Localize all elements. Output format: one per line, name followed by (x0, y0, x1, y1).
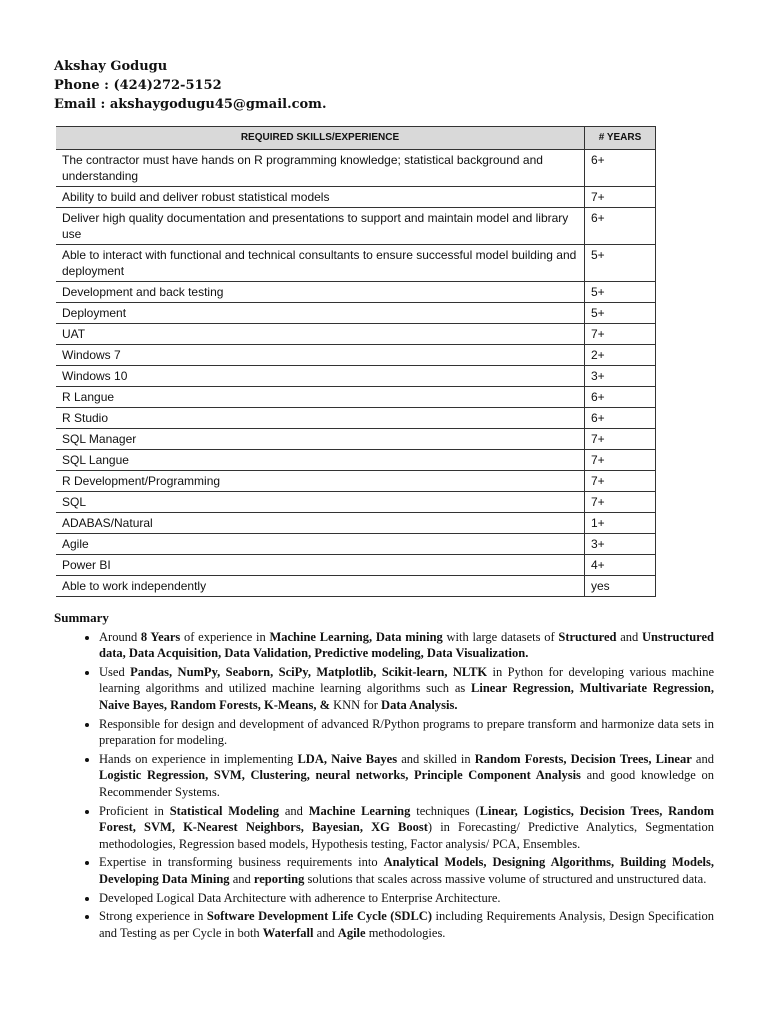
skill-cell: Power BI (56, 555, 585, 576)
summary-bold-text: Data Analysis. (381, 697, 458, 712)
table-row (56, 534, 656, 555)
summary-text: ) in Forecasting/ Predictive Analytics, Segmentation methodologies, Regression based models, Hypothesis testing, Factor analysis/ PCA, Ensembles. (99, 820, 714, 851)
skill-cell: Able to interact with functional and technical consultants to ensure successful model building and deployment (56, 245, 585, 282)
table-row (56, 429, 656, 450)
table-row (56, 513, 656, 534)
skills-table-body (56, 150, 656, 597)
contact-header (54, 57, 326, 114)
table-row (56, 471, 656, 492)
summary-heading: Summary (54, 610, 109, 625)
table-row (56, 492, 656, 513)
table-row (56, 366, 656, 387)
summary-text: Around (99, 629, 141, 644)
skill-cell: SQL Manager (56, 429, 585, 450)
table-row (56, 303, 656, 324)
skill-cell: Deliver high quality documentation and presentations to support and maintain model and library use (56, 208, 585, 245)
years-cell: 6+ (585, 408, 656, 429)
summary-bold-text: Unstructured data, Data Acquisition, Data Validation, Predictive modeling, Data Visualization. (99, 629, 714, 661)
years-cell: 6+ (585, 387, 656, 408)
summary-text: with large datasets of (442, 629, 559, 644)
summary-text: KNN for (330, 697, 382, 712)
table-row (56, 324, 656, 345)
years-cell: 7+ (585, 187, 656, 208)
skill-cell: Deployment (56, 303, 585, 324)
summary-bold-text: Software Development Life Cycle (SDLC) (206, 909, 432, 924)
summary-bold-text: Agile (337, 925, 366, 940)
summary-item (99, 664, 714, 714)
summary-text: and (279, 803, 309, 818)
years-column-header: # YEARS (585, 127, 656, 150)
skill-cell: Development and back testing (56, 282, 585, 303)
summary-bold-text: 8 Years (140, 629, 181, 644)
years-cell: 4+ (585, 555, 656, 576)
summary-bold-text: Logistic Regression, SVM, Clustering, neural networks, Principle Component Analysis (99, 768, 581, 783)
summary-section (54, 610, 714, 943)
years-cell: 7+ (585, 450, 656, 471)
summary-text: methodologies. (365, 925, 446, 940)
email-line: Email : akshaygodugu45@gmail.com. (54, 97, 327, 112)
candidate-name: Akshay Godugu (54, 59, 168, 74)
summary-text: Hands on experience in implementing (99, 751, 298, 766)
summary-text: and good knowledge on Recommender Systems. (99, 768, 714, 799)
skill-cell: Windows 7 (56, 345, 585, 366)
table-row (56, 345, 656, 366)
skills-table-header-row (56, 127, 656, 150)
skill-cell: R Development/Programming (56, 471, 585, 492)
skill-cell: Windows 10 (56, 366, 585, 387)
table-row (56, 150, 656, 187)
skills-table (56, 126, 656, 597)
summary-text: of experience in (180, 629, 270, 644)
years-cell: 5+ (585, 245, 656, 282)
skill-cell: SQL Langue (56, 450, 585, 471)
table-row (56, 282, 656, 303)
table-row (56, 450, 656, 471)
years-cell: 7+ (585, 429, 656, 450)
summary-text: including Requirements Analysis, Design Specification and Testing as per Cycle in both (99, 909, 714, 940)
years-cell: 6+ (585, 208, 656, 245)
summary-bold-text: Linear, Logistics, Decision Trees, Random Forest, SVM, K-Nearest Neighbors, Bayesian, XG Boost (99, 803, 714, 835)
years-cell: 5+ (585, 303, 656, 324)
summary-text: Strong experience in (99, 909, 207, 924)
summary-bold-text: reporting (253, 871, 305, 886)
summary-list (54, 629, 714, 942)
summary-item (99, 890, 714, 907)
summary-item (99, 803, 714, 853)
table-row (56, 187, 656, 208)
years-cell: 2+ (585, 345, 656, 366)
table-row (56, 387, 656, 408)
years-cell: 6+ (585, 150, 656, 187)
years-cell: 7+ (585, 471, 656, 492)
summary-bold-text: Random Forests, Decision Trees, Linear (474, 751, 692, 766)
years-cell: 3+ (585, 366, 656, 387)
summary-bold-text: Linear Regression, Multivariate Regression, Naive Bayes, Random Forests, K-Means, & (99, 681, 715, 712)
years-cell: 1+ (585, 513, 656, 534)
summary-bold-text: Waterfall (262, 925, 314, 940)
summary-bold-text: Statistical Modeling (169, 803, 279, 818)
skill-cell: R Langue (56, 387, 585, 408)
skill-cell: UAT (56, 324, 585, 345)
summary-bold-text: Machine Learning (308, 803, 411, 818)
summary-item (99, 629, 714, 662)
summary-text: solutions that scales across massive volume of structured and unstructured data. (304, 871, 707, 886)
table-row (56, 576, 656, 597)
skill-cell: Ability to build and deliver robust statistical models (56, 187, 585, 208)
summary-bold-text: Analytical Models, Designing Algorithms, Building Models, Developing Data Mining (99, 855, 714, 886)
skill-cell: The contractor must have hands on R programming knowledge; statistical background and understanding (56, 150, 585, 187)
summary-text: and (313, 925, 338, 940)
summary-bold-text: Machine Learning, Data mining (269, 629, 443, 644)
summary-bold-text: LDA, Naive Bayes (297, 751, 398, 766)
summary-text: Used (99, 664, 131, 679)
summary-item (99, 716, 714, 749)
phone-line: Phone : (424)272-5152 (54, 78, 222, 93)
years-cell: 7+ (585, 324, 656, 345)
skill-cell: R Studio (56, 408, 585, 429)
summary-text: Responsible for design and development of advanced R/Python programs to prepare transform and harmonize data sets in preparation for modeling. (99, 716, 714, 748)
skill-cell: Agile (56, 534, 585, 555)
skill-cell: SQL (56, 492, 585, 513)
summary-bold-text: Structured (558, 629, 617, 644)
summary-text: and skilled in (397, 751, 475, 766)
table-row (56, 408, 656, 429)
summary-item (99, 751, 714, 801)
years-cell: 5+ (585, 282, 656, 303)
summary-item (99, 854, 714, 887)
summary-text: in Python for developing various machine learning algorithms and utilized machine learning algorithms such as (99, 664, 714, 696)
years-cell: 7+ (585, 492, 656, 513)
table-row (56, 208, 656, 245)
skill-cell: Able to work independently (56, 576, 585, 597)
years-cell: 3+ (585, 534, 656, 555)
summary-text: Proficient in (99, 803, 170, 818)
years-cell: yes (585, 576, 656, 597)
skills-column-header: REQUIRED SKILLS/EXPERIENCE (56, 127, 585, 150)
skill-cell: ADABAS/Natural (56, 513, 585, 534)
summary-text: Developed Logical Data Architecture with adherence to Enterprise Architecture. (99, 890, 501, 905)
summary-text: and (229, 871, 254, 886)
summary-text: Expertise in transforming business requirements into (99, 855, 384, 870)
summary-text: and (691, 751, 714, 766)
summary-text: techniques ( (410, 803, 480, 818)
summary-text: and (616, 629, 642, 644)
summary-bold-text: Pandas, NumPy, Seaborn, SciPy, Matplotlib, Scikit-learn, NLTK (130, 664, 488, 679)
table-row (56, 555, 656, 576)
summary-item (99, 908, 714, 941)
table-row (56, 245, 656, 282)
